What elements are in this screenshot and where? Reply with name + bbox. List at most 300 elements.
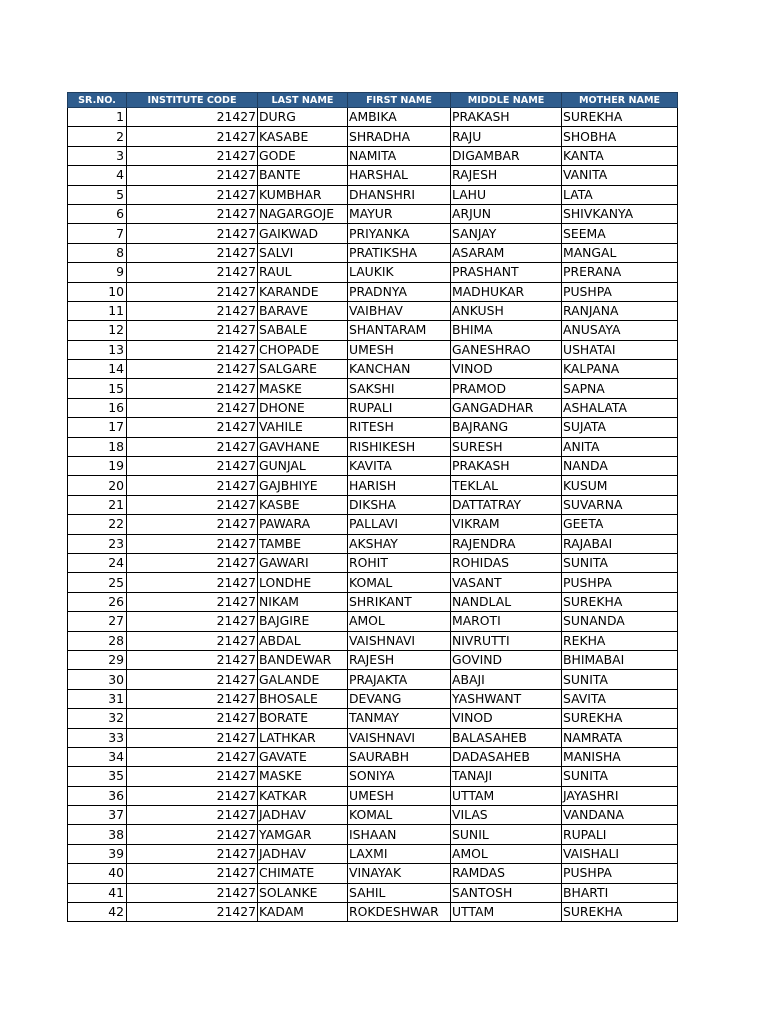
last-name-cell: GAJBHIYE — [258, 476, 348, 495]
sr-no-cell: 23 — [68, 534, 127, 553]
sr-no-cell: 39 — [68, 844, 127, 863]
mother-name-cell: ASHALATA — [562, 398, 678, 417]
institute-code-cell: 21427 — [127, 786, 258, 805]
student-list-table — [67, 92, 678, 922]
first-name-cell: SHANTARAM — [348, 321, 451, 340]
mother-name-cell: SUJATA — [562, 418, 678, 437]
mother-name-cell: SUNANDA — [562, 612, 678, 631]
institute-code-cell: 21427 — [127, 631, 258, 650]
header-sr-no: SR.NO. — [68, 93, 127, 108]
institute-code-cell: 21427 — [127, 418, 258, 437]
middle-name-cell: SURESH — [451, 437, 562, 456]
institute-code-cell: 21427 — [127, 146, 258, 165]
header-mother-name: MOTHER NAME — [562, 93, 678, 108]
sr-no-cell: 28 — [68, 631, 127, 650]
mother-name-cell: RUPALI — [562, 825, 678, 844]
last-name-cell: BORATE — [258, 709, 348, 728]
middle-name-cell: GANGADHAR — [451, 398, 562, 417]
table-row — [68, 204, 678, 223]
mother-name-cell: BHARTI — [562, 883, 678, 902]
sr-no-cell: 31 — [68, 689, 127, 708]
middle-name-cell: VIKRAM — [451, 515, 562, 534]
first-name-cell: PRADNYA — [348, 282, 451, 301]
sr-no-cell: 4 — [68, 166, 127, 185]
institute-code-cell: 21427 — [127, 127, 258, 146]
table-row — [68, 108, 678, 127]
middle-name-cell: RAJENDRA — [451, 534, 562, 553]
table-row — [68, 301, 678, 320]
mother-name-cell: PUSHPA — [562, 282, 678, 301]
last-name-cell: SALVI — [258, 243, 348, 262]
mother-name-cell: ANITA — [562, 437, 678, 456]
sr-no-cell: 3 — [68, 146, 127, 165]
mother-name-cell: SUNITA — [562, 767, 678, 786]
first-name-cell: UMESH — [348, 340, 451, 359]
last-name-cell: RAUL — [258, 263, 348, 282]
table-row — [68, 398, 678, 417]
institute-code-cell: 21427 — [127, 224, 258, 243]
middle-name-cell: AMOL — [451, 844, 562, 863]
last-name-cell: CHIMATE — [258, 864, 348, 883]
first-name-cell: HARSHAL — [348, 166, 451, 185]
middle-name-cell: DADASAHEB — [451, 747, 562, 766]
first-name-cell: VAISHNAVI — [348, 631, 451, 650]
institute-code-cell: 21427 — [127, 515, 258, 534]
table-row — [68, 321, 678, 340]
sr-no-cell: 14 — [68, 360, 127, 379]
first-name-cell: NAMITA — [348, 146, 451, 165]
middle-name-cell: LAHU — [451, 185, 562, 204]
table-row — [68, 553, 678, 572]
middle-name-cell: MAROTI — [451, 612, 562, 631]
middle-name-cell: NIVRUTTI — [451, 631, 562, 650]
sr-no-cell: 7 — [68, 224, 127, 243]
first-name-cell: PRIYANKA — [348, 224, 451, 243]
first-name-cell: KANCHAN — [348, 360, 451, 379]
institute-code-cell: 21427 — [127, 166, 258, 185]
institute-code-cell: 21427 — [127, 340, 258, 359]
sr-no-cell: 38 — [68, 825, 127, 844]
table-row — [68, 612, 678, 631]
mother-name-cell: SHIVKANYA — [562, 204, 678, 223]
sr-no-cell: 42 — [68, 903, 127, 922]
table-row — [68, 340, 678, 359]
sr-no-cell: 6 — [68, 204, 127, 223]
middle-name-cell: RAJESH — [451, 166, 562, 185]
sr-no-cell: 20 — [68, 476, 127, 495]
sr-no-cell: 40 — [68, 864, 127, 883]
table-row — [68, 864, 678, 883]
table-row — [68, 883, 678, 902]
table-row — [68, 670, 678, 689]
last-name-cell: KATKAR — [258, 786, 348, 805]
sr-no-cell: 5 — [68, 185, 127, 204]
table-row — [68, 282, 678, 301]
middle-name-cell: PRAKASH — [451, 108, 562, 127]
institute-code-cell: 21427 — [127, 379, 258, 398]
table-row — [68, 767, 678, 786]
institute-code-cell: 21427 — [127, 728, 258, 747]
table-row — [68, 379, 678, 398]
middle-name-cell: TANAJI — [451, 767, 562, 786]
table-row — [68, 689, 678, 708]
sr-no-cell: 19 — [68, 457, 127, 476]
institute-code-cell: 21427 — [127, 553, 258, 572]
last-name-cell: SOLANKE — [258, 883, 348, 902]
middle-name-cell: VILAS — [451, 806, 562, 825]
mother-name-cell: MANGAL — [562, 243, 678, 262]
mother-name-cell: SAVITA — [562, 689, 678, 708]
table-row — [68, 903, 678, 922]
last-name-cell: DHONE — [258, 398, 348, 417]
middle-name-cell: DATTATRAY — [451, 495, 562, 514]
institute-code-cell: 21427 — [127, 747, 258, 766]
institute-code-cell: 21427 — [127, 476, 258, 495]
first-name-cell: VAISHNAVI — [348, 728, 451, 747]
sr-no-cell: 1 — [68, 108, 127, 127]
last-name-cell: MASKE — [258, 767, 348, 786]
institute-code-cell: 21427 — [127, 903, 258, 922]
institute-code-cell: 21427 — [127, 437, 258, 456]
first-name-cell: ISHAAN — [348, 825, 451, 844]
mother-name-cell: KUSUM — [562, 476, 678, 495]
sr-no-cell: 15 — [68, 379, 127, 398]
institute-code-cell: 21427 — [127, 864, 258, 883]
mother-name-cell: SUVARNA — [562, 495, 678, 514]
sr-no-cell: 33 — [68, 728, 127, 747]
last-name-cell: GALANDE — [258, 670, 348, 689]
institute-code-cell: 21427 — [127, 709, 258, 728]
first-name-cell: PRATIKSHA — [348, 243, 451, 262]
sr-no-cell: 35 — [68, 767, 127, 786]
sr-no-cell: 12 — [68, 321, 127, 340]
mother-name-cell: RAJABAI — [562, 534, 678, 553]
institute-code-cell: 21427 — [127, 301, 258, 320]
mother-name-cell: ANUSAYA — [562, 321, 678, 340]
mother-name-cell: JAYASHRI — [562, 786, 678, 805]
last-name-cell: KADAM — [258, 903, 348, 922]
mother-name-cell: SHOBHA — [562, 127, 678, 146]
first-name-cell: UMESH — [348, 786, 451, 805]
sr-no-cell: 8 — [68, 243, 127, 262]
first-name-cell: LAXMI — [348, 844, 451, 863]
middle-name-cell: BAJRANG — [451, 418, 562, 437]
first-name-cell: TANMAY — [348, 709, 451, 728]
last-name-cell: SALGARE — [258, 360, 348, 379]
first-name-cell: SAHIL — [348, 883, 451, 902]
mother-name-cell: USHATAI — [562, 340, 678, 359]
institute-code-cell: 21427 — [127, 108, 258, 127]
middle-name-cell: SANTOSH — [451, 883, 562, 902]
first-name-cell: AMOL — [348, 612, 451, 631]
middle-name-cell: ASARAM — [451, 243, 562, 262]
last-name-cell: JADHAV — [258, 844, 348, 863]
first-name-cell: ROHIT — [348, 553, 451, 572]
last-name-cell: NAGARGOJE — [258, 204, 348, 223]
institute-code-cell: 21427 — [127, 457, 258, 476]
last-name-cell: KASABE — [258, 127, 348, 146]
mother-name-cell: SUREKHA — [562, 592, 678, 611]
last-name-cell: SABALE — [258, 321, 348, 340]
institute-code-cell: 21427 — [127, 767, 258, 786]
mother-name-cell: PRERANA — [562, 263, 678, 282]
last-name-cell: KASBE — [258, 495, 348, 514]
sr-no-cell: 18 — [68, 437, 127, 456]
sr-no-cell: 10 — [68, 282, 127, 301]
mother-name-cell: NANDA — [562, 457, 678, 476]
middle-name-cell: GOVIND — [451, 650, 562, 669]
institute-code-cell: 21427 — [127, 650, 258, 669]
institute-code-cell: 21427 — [127, 689, 258, 708]
sr-no-cell: 36 — [68, 786, 127, 805]
table-row — [68, 418, 678, 437]
institute-code-cell: 21427 — [127, 398, 258, 417]
table-row — [68, 360, 678, 379]
last-name-cell: GAIKWAD — [258, 224, 348, 243]
last-name-cell: TAMBE — [258, 534, 348, 553]
middle-name-cell: PRASHANT — [451, 263, 562, 282]
first-name-cell: AKSHAY — [348, 534, 451, 553]
last-name-cell: GUNJAL — [258, 457, 348, 476]
last-name-cell: KUMBHAR — [258, 185, 348, 204]
mother-name-cell: GEETA — [562, 515, 678, 534]
last-name-cell: KARANDE — [258, 282, 348, 301]
middle-name-cell: ABAJI — [451, 670, 562, 689]
first-name-cell: SHRIKANT — [348, 592, 451, 611]
middle-name-cell: ARJUN — [451, 204, 562, 223]
mother-name-cell: REKHA — [562, 631, 678, 650]
institute-code-cell: 21427 — [127, 806, 258, 825]
table-row — [68, 263, 678, 282]
table-row — [68, 166, 678, 185]
last-name-cell: LONDHE — [258, 573, 348, 592]
middle-name-cell: UTTAM — [451, 786, 562, 805]
sr-no-cell: 24 — [68, 553, 127, 572]
last-name-cell: LATHKAR — [258, 728, 348, 747]
table-row — [68, 185, 678, 204]
table-row — [68, 146, 678, 165]
sr-no-cell: 2 — [68, 127, 127, 146]
middle-name-cell: SANJAY — [451, 224, 562, 243]
last-name-cell: JADHAV — [258, 806, 348, 825]
mother-name-cell: SUNITA — [562, 553, 678, 572]
sr-no-cell: 11 — [68, 301, 127, 320]
header-row — [68, 93, 678, 108]
table-row — [68, 825, 678, 844]
mother-name-cell: SEEMA — [562, 224, 678, 243]
sr-no-cell: 32 — [68, 709, 127, 728]
first-name-cell: AMBIKA — [348, 108, 451, 127]
first-name-cell: SAURABH — [348, 747, 451, 766]
header-middle-name: MIDDLE NAME — [451, 93, 562, 108]
middle-name-cell: GANESHRAO — [451, 340, 562, 359]
last-name-cell: BANDEWAR — [258, 650, 348, 669]
first-name-cell: RAJESH — [348, 650, 451, 669]
institute-code-cell: 21427 — [127, 592, 258, 611]
table-row — [68, 592, 678, 611]
middle-name-cell: YASHWANT — [451, 689, 562, 708]
sr-no-cell: 13 — [68, 340, 127, 359]
sr-no-cell: 16 — [68, 398, 127, 417]
mother-name-cell: BHIMABAI — [562, 650, 678, 669]
institute-code-cell: 21427 — [127, 612, 258, 631]
mother-name-cell: SUREKHA — [562, 903, 678, 922]
table-row — [68, 786, 678, 805]
last-name-cell: GAVATE — [258, 747, 348, 766]
header-last-name: LAST NAME — [258, 93, 348, 108]
first-name-cell: VAIBHAV — [348, 301, 451, 320]
middle-name-cell: RAMDAS — [451, 864, 562, 883]
sr-no-cell: 37 — [68, 806, 127, 825]
last-name-cell: GAVHANE — [258, 437, 348, 456]
middle-name-cell: BHIMA — [451, 321, 562, 340]
institute-code-cell: 21427 — [127, 534, 258, 553]
header-institute-code: INSTITUTE CODE — [127, 93, 258, 108]
institute-code-cell: 21427 — [127, 844, 258, 863]
institute-code-cell: 21427 — [127, 282, 258, 301]
middle-name-cell: UTTAM — [451, 903, 562, 922]
table-row — [68, 709, 678, 728]
table-row — [68, 806, 678, 825]
middle-name-cell: MADHUKAR — [451, 282, 562, 301]
institute-code-cell: 21427 — [127, 670, 258, 689]
sr-no-cell: 34 — [68, 747, 127, 766]
table-row — [68, 747, 678, 766]
mother-name-cell: RANJANA — [562, 301, 678, 320]
institute-code-cell: 21427 — [127, 243, 258, 262]
header-first-name: FIRST NAME — [348, 93, 451, 108]
table-row — [68, 243, 678, 262]
table-row — [68, 650, 678, 669]
sr-no-cell: 21 — [68, 495, 127, 514]
last-name-cell: BAJGIRE — [258, 612, 348, 631]
institute-code-cell: 21427 — [127, 495, 258, 514]
middle-name-cell: VINOD — [451, 709, 562, 728]
first-name-cell: DIKSHA — [348, 495, 451, 514]
first-name-cell: PRAJAKTA — [348, 670, 451, 689]
last-name-cell: NIKAM — [258, 592, 348, 611]
mother-name-cell: VAISHALI — [562, 844, 678, 863]
sr-no-cell: 41 — [68, 883, 127, 902]
middle-name-cell: RAJU — [451, 127, 562, 146]
last-name-cell: BARAVE — [258, 301, 348, 320]
table-row — [68, 631, 678, 650]
table-row — [68, 457, 678, 476]
first-name-cell: KOMAL — [348, 806, 451, 825]
first-name-cell: DHANSHRI — [348, 185, 451, 204]
last-name-cell: PAWARA — [258, 515, 348, 534]
institute-code-cell: 21427 — [127, 185, 258, 204]
mother-name-cell: LATA — [562, 185, 678, 204]
middle-name-cell: TEKLAL — [451, 476, 562, 495]
last-name-cell: YAMGAR — [258, 825, 348, 844]
first-name-cell: LAUKIK — [348, 263, 451, 282]
institute-code-cell: 21427 — [127, 360, 258, 379]
sr-no-cell: 30 — [68, 670, 127, 689]
middle-name-cell: PRAMOD — [451, 379, 562, 398]
sr-no-cell: 17 — [68, 418, 127, 437]
middle-name-cell: NANDLAL — [451, 592, 562, 611]
middle-name-cell: DIGAMBAR — [451, 146, 562, 165]
table-row — [68, 437, 678, 456]
table-row — [68, 127, 678, 146]
middle-name-cell: VINOD — [451, 360, 562, 379]
middle-name-cell: SUNIL — [451, 825, 562, 844]
last-name-cell: MASKE — [258, 379, 348, 398]
first-name-cell: SONIYA — [348, 767, 451, 786]
table-row — [68, 224, 678, 243]
institute-code-cell: 21427 — [127, 321, 258, 340]
last-name-cell: GODE — [258, 146, 348, 165]
first-name-cell: KAVITA — [348, 457, 451, 476]
mother-name-cell: SUREKHA — [562, 709, 678, 728]
last-name-cell: DURG — [258, 108, 348, 127]
sr-no-cell: 22 — [68, 515, 127, 534]
table-row — [68, 534, 678, 553]
mother-name-cell: MANISHA — [562, 747, 678, 766]
table-row — [68, 515, 678, 534]
mother-name-cell: SUREKHA — [562, 108, 678, 127]
table-row — [68, 573, 678, 592]
institute-code-cell: 21427 — [127, 883, 258, 902]
last-name-cell: GAWARI — [258, 553, 348, 572]
middle-name-cell: BALASAHEB — [451, 728, 562, 747]
middle-name-cell: PRAKASH — [451, 457, 562, 476]
middle-name-cell: ANKUSH — [451, 301, 562, 320]
first-name-cell: RUPALI — [348, 398, 451, 417]
middle-name-cell: VASANT — [451, 573, 562, 592]
first-name-cell: KOMAL — [348, 573, 451, 592]
table-row — [68, 728, 678, 747]
last-name-cell: CHOPADE — [258, 340, 348, 359]
institute-code-cell: 21427 — [127, 204, 258, 223]
table-row — [68, 844, 678, 863]
first-name-cell: HARISH — [348, 476, 451, 495]
last-name-cell: BANTE — [258, 166, 348, 185]
institute-code-cell: 21427 — [127, 573, 258, 592]
sr-no-cell: 9 — [68, 263, 127, 282]
last-name-cell: VAHILE — [258, 418, 348, 437]
last-name-cell: ABDAL — [258, 631, 348, 650]
table-row — [68, 495, 678, 514]
mother-name-cell: VANDANA — [562, 806, 678, 825]
institute-code-cell: 21427 — [127, 263, 258, 282]
first-name-cell: PALLAVI — [348, 515, 451, 534]
mother-name-cell: VANITA — [562, 166, 678, 185]
first-name-cell: RISHIKESH — [348, 437, 451, 456]
sr-no-cell: 29 — [68, 650, 127, 669]
sr-no-cell: 26 — [68, 592, 127, 611]
table-row — [68, 476, 678, 495]
middle-name-cell: ROHIDAS — [451, 553, 562, 572]
mother-name-cell: PUSHPA — [562, 864, 678, 883]
first-name-cell: SHRADHA — [348, 127, 451, 146]
first-name-cell: DEVANG — [348, 689, 451, 708]
first-name-cell: VINAYAK — [348, 864, 451, 883]
last-name-cell: BHOSALE — [258, 689, 348, 708]
sr-no-cell: 27 — [68, 612, 127, 631]
institute-code-cell: 21427 — [127, 825, 258, 844]
mother-name-cell: KANTA — [562, 146, 678, 165]
mother-name-cell: SAPNA — [562, 379, 678, 398]
mother-name-cell: PUSHPA — [562, 573, 678, 592]
first-name-cell: MAYUR — [348, 204, 451, 223]
sr-no-cell: 25 — [68, 573, 127, 592]
first-name-cell: ROKDESHWAR — [348, 903, 451, 922]
first-name-cell: SAKSHI — [348, 379, 451, 398]
mother-name-cell: NAMRATA — [562, 728, 678, 747]
mother-name-cell: SUNITA — [562, 670, 678, 689]
